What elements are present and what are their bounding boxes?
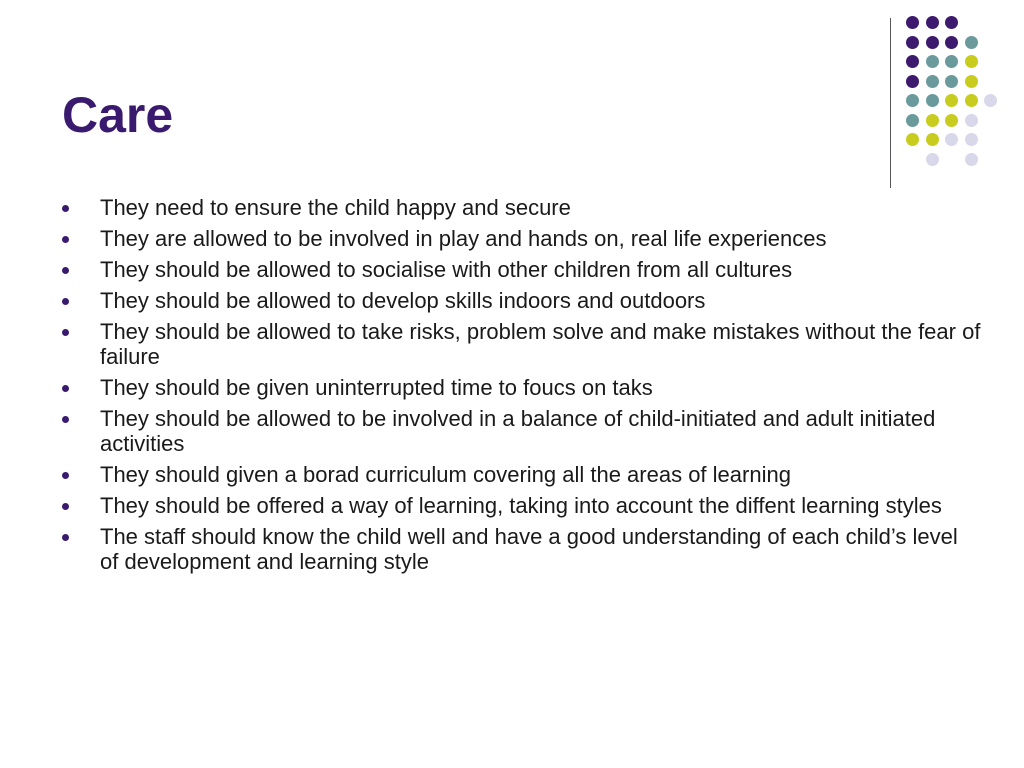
- bullet-item: [62, 524, 982, 574]
- decorative-dot-grid: [0, 0, 1024, 200]
- decorative-dot: [945, 36, 958, 49]
- bullet-dot-icon: [62, 298, 69, 305]
- decorative-dot: [906, 36, 919, 49]
- bullet-item: [62, 257, 982, 282]
- bullet-dot-icon: [62, 416, 69, 423]
- bullet-text: They are allowed to be involved in play and hands on, real life experiences: [100, 226, 827, 251]
- decorative-dot: [984, 94, 997, 107]
- bullet-text: They should be allowed to be involved in a balance of child-initiated and adult initiated activities: [100, 406, 936, 456]
- bullet-dot-icon: [62, 329, 69, 336]
- slide-title: Care: [62, 87, 174, 143]
- bullet-item: [62, 195, 982, 220]
- decorative-dot: [945, 75, 958, 88]
- bullet-text: They should be offered a way of learning, taking into account the diffent learning styles: [100, 493, 942, 518]
- decorative-dot: [926, 133, 939, 146]
- bullet-item: [62, 493, 982, 518]
- decorative-dot: [965, 94, 978, 107]
- decorative-dot: [926, 75, 939, 88]
- bullet-list: [62, 195, 982, 580]
- bullet-dot-icon: [62, 534, 69, 541]
- decorative-dot: [965, 75, 978, 88]
- bullet-text: They should given a borad curriculum covering all the areas of learning: [100, 462, 791, 487]
- decorative-dot: [926, 94, 939, 107]
- decorative-dot: [965, 153, 978, 166]
- bullet-dot-icon: [62, 503, 69, 510]
- bullet-dot-icon: [62, 267, 69, 274]
- bullet-item: [62, 462, 982, 487]
- decorative-dot: [945, 16, 958, 29]
- bullet-item: [62, 288, 982, 313]
- decorative-dot: [906, 55, 919, 68]
- decorative-dot: [965, 36, 978, 49]
- bullet-text: The staff should know the child well and have a good understanding of each child’s level of development and learning style: [100, 524, 958, 574]
- decorative-dot: [906, 75, 919, 88]
- bullet-text: They should be allowed to take risks, problem solve and make mistakes without the fear of failure: [100, 319, 981, 369]
- bullet-text: They need to ensure the child happy and secure: [100, 195, 571, 220]
- decorative-dot: [926, 36, 939, 49]
- bullet-item: [62, 319, 982, 369]
- decorative-dot: [965, 55, 978, 68]
- decorative-dot: [945, 114, 958, 127]
- decorative-dot: [926, 114, 939, 127]
- decorative-dot: [906, 16, 919, 29]
- decorative-dot: [926, 153, 939, 166]
- decorative-dot: [945, 133, 958, 146]
- bullet-dot-icon: [62, 385, 69, 392]
- decorative-dot: [945, 94, 958, 107]
- bullet-item: [62, 226, 982, 251]
- bullet-dot-icon: [62, 472, 69, 479]
- decorative-dot: [945, 55, 958, 68]
- bullet-item: [62, 375, 982, 400]
- decorative-dot: [906, 94, 919, 107]
- decorative-dot: [965, 114, 978, 127]
- decorative-dot: [906, 114, 919, 127]
- decorative-dot: [926, 55, 939, 68]
- decorative-dot: [906, 133, 919, 146]
- bullet-text: They should be allowed to socialise with other children from all cultures: [100, 257, 793, 282]
- bullet-dot-icon: [62, 236, 69, 243]
- decorative-dot: [965, 133, 978, 146]
- bullet-dot-icon: [62, 205, 69, 212]
- decorative-dot: [926, 16, 939, 29]
- bullet-item: [62, 406, 982, 456]
- bullet-text: They should be allowed to develop skills indoors and outdoors: [100, 288, 706, 313]
- bullet-text: They should be given uninterrupted time to foucs on taks: [100, 375, 653, 400]
